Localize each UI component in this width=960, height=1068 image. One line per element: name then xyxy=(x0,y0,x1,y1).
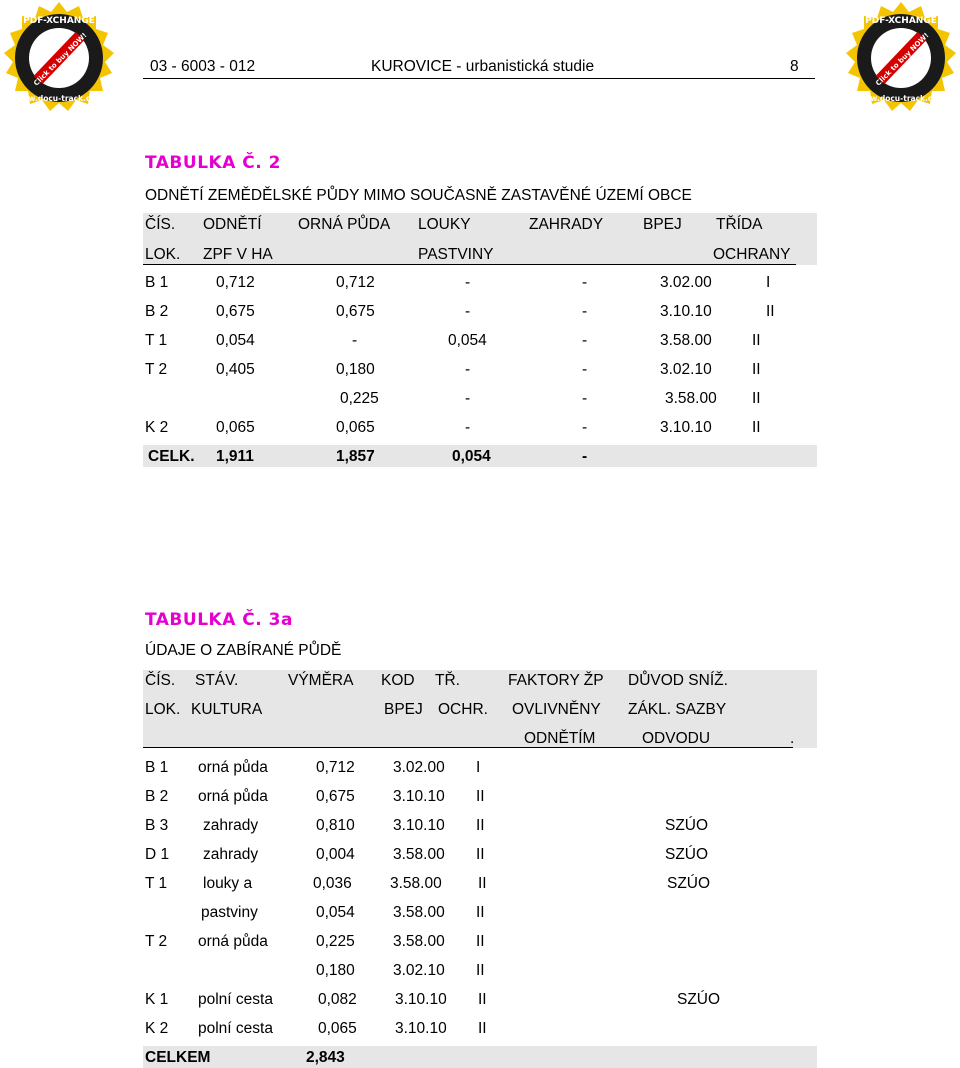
cell-bpej: 3.02.10 xyxy=(393,962,445,979)
header-rule xyxy=(143,78,815,79)
table3a-header-stav: STÁV. xyxy=(195,672,239,689)
cell-lok: B 3 xyxy=(145,817,169,834)
cell-vymera: 0,054 xyxy=(316,904,355,921)
table2-header-orna-puda: ORNÁ PŮDA xyxy=(298,216,391,233)
cell-duvod: SZÚO xyxy=(667,875,711,892)
cell-odneti: 0,065 xyxy=(216,419,255,436)
cell-kultura: zahrady xyxy=(203,817,259,834)
table2-header-lok: LOK. xyxy=(145,246,181,263)
cell-bpej: 3.10.10 xyxy=(395,1020,447,1037)
pdf-xchange-badge-right[interactable] xyxy=(842,0,960,118)
cell-orna: 0,225 xyxy=(340,390,379,407)
table2-header-rule xyxy=(143,264,796,265)
table3a-total-bg xyxy=(143,1046,817,1068)
table2-header-zpf: ZPF V HA xyxy=(203,246,273,263)
cell-trida: II xyxy=(478,1020,487,1037)
cell-lok: K 2 xyxy=(145,1020,169,1037)
document-code: 03 - 6003 - 012 xyxy=(150,58,256,75)
total-odneti: 1,911 xyxy=(216,448,254,465)
total-zahrady: - xyxy=(582,448,588,465)
cell-louky: - xyxy=(465,419,471,436)
cell-lok: T 2 xyxy=(145,361,168,378)
cell-orna: 0,675 xyxy=(336,303,375,320)
cell-orna: 0,065 xyxy=(336,419,375,436)
table3a-header-ovlivneny: OVLIVNĚNY xyxy=(512,701,601,718)
cell-kultura: orná půda xyxy=(198,933,268,950)
cell-kultura: orná půda xyxy=(198,759,268,776)
page-number: 8 xyxy=(790,58,799,75)
table3a-header-odvodu: ODVODU xyxy=(642,730,711,747)
cell-trida: II xyxy=(476,817,485,834)
cell-trida: II xyxy=(752,361,761,378)
total-label: CELK. xyxy=(148,448,195,465)
cell-trida: I xyxy=(766,274,771,291)
cell-kultura: zahrady xyxy=(203,846,259,863)
cell-trida: II xyxy=(766,303,775,320)
table3a-header-rule xyxy=(143,747,793,748)
table3a-header-duvod: DŮVOD SNÍŽ. xyxy=(628,672,728,689)
table2-header-bpej: BPEJ xyxy=(643,216,682,233)
table2-header-cis: ČÍS. xyxy=(145,216,176,233)
cell-zahrady: - xyxy=(582,419,588,436)
document-title: KUROVICE - urbanistická studie xyxy=(371,58,595,75)
cell-vymera: 0,004 xyxy=(316,846,355,863)
table2-header-zahrady: ZAHRADY xyxy=(529,216,604,233)
cell-trida: II xyxy=(476,962,485,979)
cell-lok: T 2 xyxy=(145,933,168,950)
cell-duvod: SZÚO xyxy=(677,991,721,1008)
badge-text-bottom: www.docu-track.com xyxy=(14,94,104,103)
table2-title: TABULKA Č. 2 xyxy=(145,153,281,173)
total-vymera: 2,843 xyxy=(306,1049,345,1066)
cell-louky: 0,054 xyxy=(448,332,487,349)
cell-orna: 0,180 xyxy=(336,361,375,378)
cell-trida: II xyxy=(476,788,485,805)
table3a-header-kultura: KULTURA xyxy=(191,701,263,718)
cell-bpej: 3.10.10 xyxy=(393,788,445,805)
cell-vymera: 0,082 xyxy=(318,991,357,1008)
cell-zahrady: - xyxy=(582,274,588,291)
cell-bpej: 3.58.00 xyxy=(393,904,445,921)
cell-trida: II xyxy=(476,933,485,950)
cell-bpej: 3.10.10 xyxy=(393,817,445,834)
cell-lok: D 1 xyxy=(145,846,170,863)
cell-vymera: 0,225 xyxy=(316,933,355,950)
cell-bpej: 3.02.00 xyxy=(660,274,712,291)
total-orna: 1,857 xyxy=(336,448,375,465)
cell-bpej: 3.10.10 xyxy=(395,991,447,1008)
table3a-header-kod: KOD xyxy=(381,672,415,689)
cell-odneti: 0,405 xyxy=(216,361,255,378)
cell-bpej: 3.58.00 xyxy=(665,390,717,407)
cell-bpej: 3.58.00 xyxy=(393,933,445,950)
cell-lok: K 1 xyxy=(145,991,169,1008)
cell-orna: - xyxy=(352,332,358,349)
cell-lok: B 1 xyxy=(145,759,169,776)
table3a-subtitle: ÚDAJE O ZABÍRANÉ PŮDĚ xyxy=(145,642,342,659)
table2-header-trida: TŘÍDA xyxy=(716,216,763,233)
table3a-header-faktory: FAKTORY ŽP xyxy=(508,672,604,689)
table3a-header-dot: . xyxy=(790,730,795,747)
cell-kultura: pastviny xyxy=(201,904,258,921)
cell-vymera: 0,180 xyxy=(316,962,355,979)
cell-lok: B 1 xyxy=(145,274,169,291)
table2-subtitle: ODNĚTÍ ZEMĚDĚLSKÉ PŮDY MIMO SOUČASNĚ ZASTAVĚNÉ ÚZEMÍ OBCE xyxy=(145,187,692,204)
cell-odneti: 0,675 xyxy=(216,303,255,320)
table3a-header-cis: ČÍS. xyxy=(145,672,176,689)
cell-louky: - xyxy=(465,361,471,378)
cell-zahrady: - xyxy=(582,361,588,378)
cell-bpej: 3.58.00 xyxy=(660,332,712,349)
cell-louky: - xyxy=(465,303,471,320)
cell-trida: II xyxy=(752,419,761,436)
cell-bpej: 3.02.00 xyxy=(393,759,445,776)
cell-bpej: 3.02.10 xyxy=(660,361,712,378)
cell-lok: T 1 xyxy=(145,875,168,892)
cell-lok: K 2 xyxy=(145,419,169,436)
cell-orna: 0,712 xyxy=(336,274,375,291)
badge-text-top: PDF-XCHANGE xyxy=(23,16,95,26)
table3a-header-lok: LOK. xyxy=(145,701,181,718)
badge-text-bottom: www.docu-track.com xyxy=(856,94,946,103)
total-louky: 0,054 xyxy=(452,448,491,465)
table3a-header-zakl-sazby: ZÁKL. SAZBY xyxy=(628,701,727,718)
cell-vymera: 0,675 xyxy=(316,788,355,805)
total-label: CELKEM xyxy=(145,1049,211,1066)
cell-kultura: polní cesta xyxy=(198,1020,273,1037)
table2-header-ochrany: OCHRANY xyxy=(713,246,791,263)
cell-zahrady: - xyxy=(582,303,588,320)
cell-duvod: SZÚO xyxy=(665,817,709,834)
cell-bpej: 3.10.10 xyxy=(660,419,712,436)
cell-bpej: 3.58.00 xyxy=(393,846,445,863)
cell-louky: - xyxy=(465,390,471,407)
cell-odneti: 0,054 xyxy=(216,332,255,349)
cell-kultura: orná půda xyxy=(198,788,268,805)
cell-vymera: 0,712 xyxy=(316,759,355,776)
cell-lok: B 2 xyxy=(145,303,169,320)
cell-lok: T 1 xyxy=(145,332,168,349)
cell-vymera: 0,810 xyxy=(316,817,355,834)
cell-duvod: SZÚO xyxy=(665,846,709,863)
cell-trida: II xyxy=(476,904,485,921)
badge-text-mid: Click to buy NOW! xyxy=(874,31,931,88)
cell-bpej: 3.10.10 xyxy=(660,303,712,320)
cell-kultura: louky a xyxy=(203,875,253,892)
cell-kultura: polní cesta xyxy=(198,991,273,1008)
table2-header-pastviny: PASTVINY xyxy=(418,246,494,263)
table3a-header-tr: TŘ. xyxy=(435,672,460,689)
cell-vymera: 0,065 xyxy=(318,1020,357,1037)
cell-trida: II xyxy=(478,991,487,1008)
table3a-header-bpej: BPEJ xyxy=(384,701,423,718)
cell-lok: B 2 xyxy=(145,788,169,805)
cell-vymera: 0,036 xyxy=(313,875,352,892)
table3a-header-vymera: VÝMĚRA xyxy=(288,672,354,689)
table3a-header-ochr: OCHR. xyxy=(438,701,488,718)
badge-text-mid: Click to buy NOW! xyxy=(32,31,89,88)
cell-louky: - xyxy=(465,274,471,291)
cell-trida: II xyxy=(752,332,761,349)
badge-text-top: PDF-XCHANGE xyxy=(865,16,937,26)
table3a-header-odnetim: ODNĚTÍM xyxy=(524,730,596,747)
table3a-title: TABULKA Č. 3a xyxy=(145,610,293,630)
pdf-xchange-badge-left[interactable] xyxy=(0,0,118,118)
cell-trida: II xyxy=(478,875,487,892)
cell-trida: II xyxy=(476,846,485,863)
table2-header-louky: LOUKY xyxy=(418,216,471,233)
cell-odneti: 0,712 xyxy=(216,274,255,291)
table2-header-odneti: ODNĚTÍ xyxy=(203,216,262,233)
cell-bpej: 3.58.00 xyxy=(390,875,442,892)
cell-zahrady: - xyxy=(582,332,588,349)
cell-trida: I xyxy=(476,759,481,776)
cell-trida: II xyxy=(752,390,761,407)
cell-zahrady: - xyxy=(582,390,588,407)
